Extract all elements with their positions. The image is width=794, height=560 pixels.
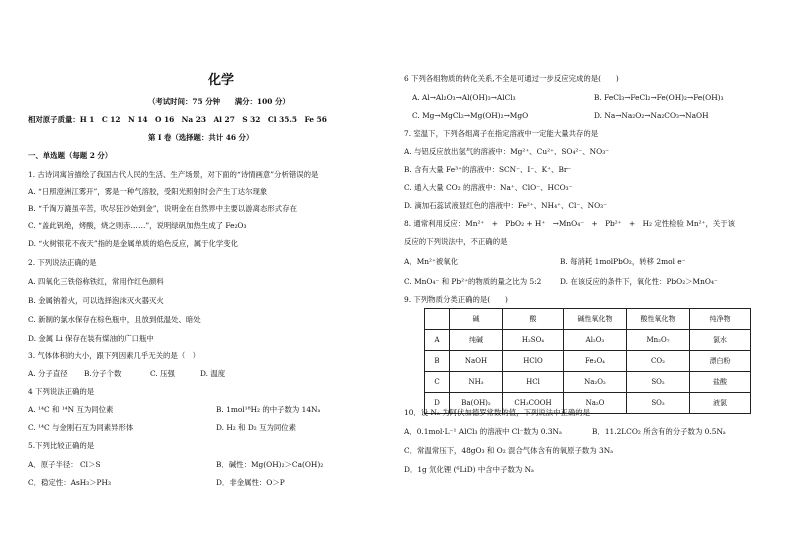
table-header-cell: 碱: [450, 309, 503, 330]
table-cell: H₂SO₄: [503, 330, 564, 351]
q3-option-c: C. 压强: [150, 369, 175, 378]
table-header-cell: 碱性氧化物: [564, 309, 627, 330]
q4-option-a: A. ¹⁴C 和 ¹⁴N 互为同位素: [28, 405, 114, 414]
q2-option-c: C. 新制的氯水保存在棕色瓶中，且放到低温处、暗处: [28, 315, 201, 324]
q4-stem: 4 下列说法正确的是: [28, 387, 95, 396]
q5-stem: 5.下列比较正确的是: [28, 441, 95, 450]
table-cell: NH₃: [450, 372, 503, 393]
section-heading: 一、单选题（每题 2 分）: [28, 151, 113, 160]
table-cell: 纯碱: [450, 330, 503, 351]
q8-option-b: B. 每消耗 1molPbO₂，转移 2mol e⁻: [560, 257, 686, 266]
q10-option-c: C．常温常压下，48gO₃ 和 O₂ 混合气体含有的氧原子数为 3Nₐ: [404, 446, 614, 455]
q1-stem: 1. 古诗词寓旨描绘了我国古代人民的生活、生产场景，对下面的“诗情画意”分析错误的是: [28, 170, 319, 179]
table-cell: HClO: [503, 351, 564, 372]
q1-option-a: A. “日照澄洲江雾开”，雾是一种气溶胶，受阳光照射时会产生丁达尔现象: [28, 187, 268, 196]
q5-option-a: A．原子半径： Cl＞S: [28, 460, 101, 469]
table-header-cell: 酸: [503, 309, 564, 330]
atomic-masses: 相对原子质量：H 1 C 12 N 14 O 16 Na 23 Al 27 S 32 Cl 35.5 Fe 56: [28, 115, 327, 124]
q1-option-b: B. “千淘万漉虽辛苦，吹尽狂沙始到金”，说明金在自然界中主要以游离态形式存在: [28, 204, 297, 213]
table-row: [425, 351, 751, 372]
table-cell: 盐酸: [690, 372, 751, 393]
table-cell: 漂白粉: [690, 351, 751, 372]
q9-stem: 9. 下列物质分类正确的是( ): [404, 295, 508, 304]
q1-option-c: C. “盖此钒绝，烤酸，烧之则赤……”，说明绿矾加热生成了 Fe₂O₃: [28, 221, 247, 230]
table-header-cell: 酸性氧化物: [627, 309, 690, 330]
table-cell: B: [425, 351, 450, 372]
q7-option-b: B. 含有大量 Fe³⁺的溶液中：SCN⁻、I⁻、K⁺、Br⁻: [404, 165, 572, 174]
q10-option-b: B．11.2LCO₂ 所含有的分子数为 0.5Nₐ: [592, 427, 726, 436]
q4-option-d: D. H₂ 和 D₂ 互为同位素: [216, 423, 297, 432]
q5-option-b: B．碱性：Mg(OH)₂＞Ca(OH)₂: [216, 460, 324, 469]
table-cell: 液氯: [690, 393, 751, 414]
table-cell: A: [425, 330, 450, 351]
q2-option-b: B. 金属钠着火，可以选择泡沫灭火器灭火: [28, 296, 164, 305]
q8-option-a: A．Mn²⁺被氧化: [404, 257, 459, 266]
q3-stem: 3. 气体体积的大小，跟下列因素几乎无关的是（ ）: [28, 351, 200, 360]
q8-option-d: D. 在该反应的条件下，氧化性：PbO₂＞MnO₄⁻: [560, 277, 718, 286]
table-cell: C: [425, 372, 450, 393]
q10-option-d: D．1g 氘化锂 (⁶LiD) 中含中子数为 Nₐ: [404, 465, 534, 474]
q3-option-b: B.分子个数: [84, 369, 122, 378]
table-cell: D: [425, 393, 450, 414]
table-row: [425, 330, 751, 351]
q7-option-a: A. 与铝反应放出氢气的溶液中：Mg²⁺、Cu²⁺、SO₄²⁻、NO₃⁻: [404, 147, 610, 156]
page-title: 化学: [208, 73, 235, 88]
q8-stem-cont: 反应的下列说法中，不正确的是: [404, 237, 508, 246]
q5-option-c: C．稳定性：AsH₃＞PH₃: [28, 478, 111, 487]
table-cell: Na₂O₂: [564, 372, 627, 393]
classification-table: [424, 308, 751, 414]
q3-option-d: D. 温度: [200, 369, 226, 378]
table-cell: SO₃: [627, 393, 690, 414]
q5-option-d: D．非金属性：O＞P: [216, 478, 285, 487]
table-cell: HCl: [503, 372, 564, 393]
q8-stem: 8. 通常利用反应：Mn²⁺ + PbO₂ + H⁺ →MnO₄⁻ + Pb²⁺ + H₂ 定性检验 Mn²⁺，关于该: [404, 219, 736, 228]
table-cell: SO₂: [627, 372, 690, 393]
table-cell: CH₃COOH: [503, 393, 564, 414]
q2-stem: 2. 下列说法正确的是: [28, 258, 97, 267]
q7-option-d: D. 滴加石蕊试液显红色的溶液中：Fe²⁺、NH₄⁺、Cl⁻、NO₃⁻: [404, 201, 608, 210]
q6-option-c: C. Mg→MgCl₂→Mg(OH)₂→MgO: [412, 111, 529, 120]
table-cell: NaOH: [450, 351, 503, 372]
table-cell: CO₂: [627, 351, 690, 372]
table-header-cell: [425, 309, 450, 330]
q2-option-a: A. 四氧化三铁俗称铁红，常用作红色颜料: [28, 277, 164, 286]
table-cell: Mn₂O₇: [627, 330, 690, 351]
q6-option-d: D. Na→Na₂O₂→Na₂CO₃→NaOH: [594, 111, 709, 120]
table-cell: Ba(OH)₂: [450, 393, 503, 414]
q8-option-c: C. MnO₄⁻ 和 Pb²⁺的物质的量之比为 5:2: [404, 277, 542, 286]
table-header-cell: 纯净物: [690, 309, 751, 330]
table-cell: Na₂O: [564, 393, 627, 414]
exam-info: （考试时间：75 分钟 满分：100 分）: [148, 97, 290, 106]
q10-stem: 10．设 Nₐ 为阿伏加德罗常数的值，下列说法中正确的是: [404, 408, 591, 417]
q6-option-b: B. FeCl₃→FeCl₂→Fe(OH)₂→Fe(OH)₃: [594, 93, 724, 102]
q3-option-a: A. 分子直径: [28, 369, 68, 378]
q2-option-d: D. 金属 Li 保存在装有煤油的广口瓶中: [28, 334, 154, 343]
q7-option-c: C. 通入大量 CO₂ 的溶液中：Na⁺、ClO⁻、HCO₃⁻: [404, 183, 573, 192]
table-cell: 氯水: [690, 330, 751, 351]
q6-option-a: A. Al→Al₂O₃→Al(OH)₃→AlCl₃: [412, 93, 516, 102]
q4-option-c: C. ¹⁴C 与金刚石互为同素异形体: [28, 423, 134, 432]
q7-stem: 7. 室温下，下列各组离子在指定溶液中一定能大量共存的是: [404, 129, 599, 138]
table-cell: Al₂O₃: [564, 330, 627, 351]
q4-option-b: B. 1mol¹⁸H₂ 的中子数为 14Nₐ: [216, 405, 321, 414]
part-heading: 第 I 卷（选择题：共计 46 分）: [148, 133, 254, 142]
q10-option-a: A．0.1mol·L⁻¹ AlCl₃ 的溶液中 Cl⁻数为 0.3Nₐ: [404, 427, 562, 436]
q1-option-d: D. “火树银花不夜天”指的是金属单质的焰色反应，属于化学变化: [28, 239, 239, 248]
q6-stem: 6 下列各组物质的转化关系,不全是可通过一步反应完成的是( ): [404, 74, 619, 83]
table-row: [425, 372, 751, 393]
table-cell: Fe₃O₄: [564, 351, 627, 372]
table-header-row: [425, 309, 751, 330]
